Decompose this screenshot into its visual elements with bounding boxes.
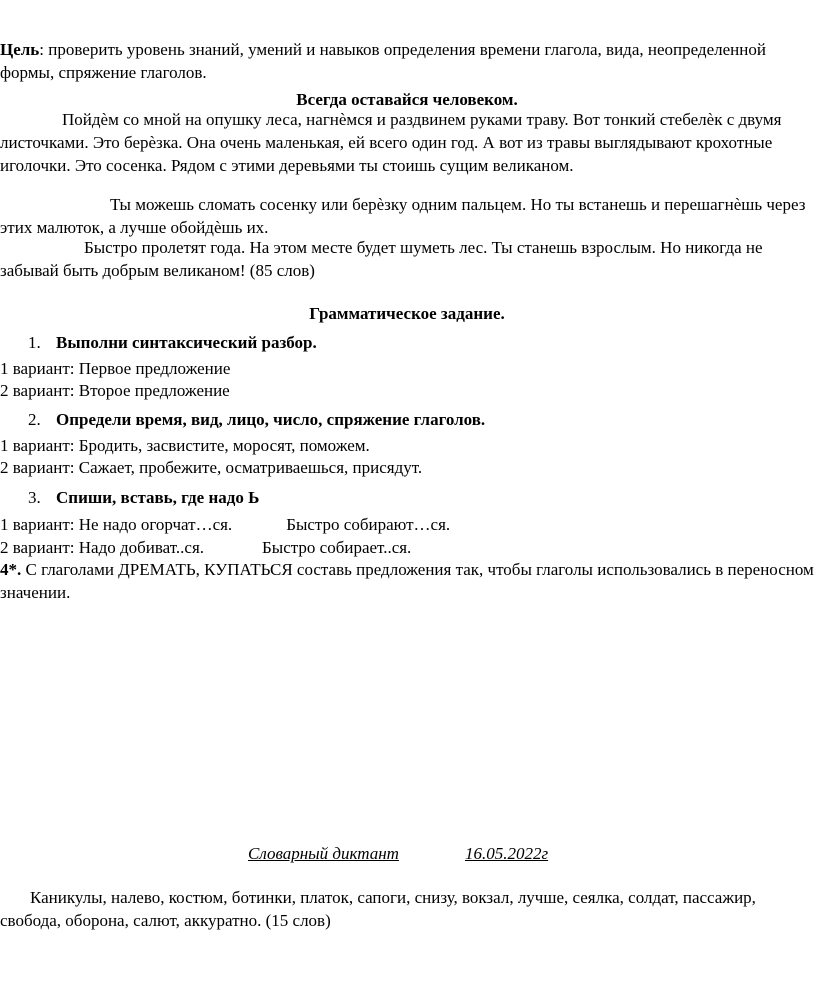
task3-variant-1: 1 вариант: Не надо огорчат…ся. Быстро собирают…ся. (0, 515, 451, 534)
task3-variant-2: 2 вариант: Надо добиват..ся. Быстро собирает..ся. (0, 538, 412, 557)
task3-title: Спиши, вставь, где надо Ь (56, 488, 260, 507)
task1-variant-2: 2 вариант: Второе предложение (0, 381, 230, 400)
dictation-paragraph-2: Ты можешь сломать сосенку или берѐзку одним пальцем. Но ты встанешь и перешагнѐшь через этих малюток, а лучше обойдѐшь их. (0, 195, 806, 237)
task1-variant-1: 1 вариант: Первое предложение (0, 359, 231, 378)
task2-variant-1: 1 вариант: Бродить, засвистите, моросят, поможем. (0, 436, 370, 455)
task4-text: С глаголами ДРЕМАТЬ, КУПАТЬСЯ составь предложения так, чтобы глаголы использовались в переносном значении. (0, 560, 814, 602)
task4-paragraph (0, 558, 814, 604)
task1-title: Выполни синтаксический разбор. (56, 333, 317, 352)
goal-paragraph (0, 38, 814, 84)
task1-heading (0, 331, 814, 354)
dictation-paragraph-1: Пойдѐм со мной на опушку леса, нагнѐмся и раздвинем руками траву. Вот тонкий стебелѐк с двумя листочками. Это берѐзка. Она очень маленькая, ей всего один год. А вот из травы выглядывают крохотные иголочки. Это сосенка. Рядом с этими деревьями ты стоишь сущим великаном. (0, 110, 782, 175)
dictation-paragraph-3: Быстро пролетят года. На этом месте будет шуметь лес. Ты станешь взрослым. Но никогда не забывай быть добрым великаном! (85 слов) (0, 238, 763, 280)
task4-number: 4*. (0, 560, 22, 579)
goal-label: Цель (0, 40, 40, 59)
task2-title: Определи время, вид, лицо, число, спряжение глаголов. (56, 410, 486, 429)
goal-text: : проверить уровень знаний, умений и навыков определения времени глагола, вида, неопределенной формы, спряжение глаголов. (0, 40, 766, 82)
vocab-title: Словарный диктант (248, 844, 399, 863)
task2-number: 2. (28, 410, 41, 429)
vocab-date: 16.05.2022г (464, 844, 549, 863)
task3-heading (0, 486, 814, 509)
grammar-title: Грамматическое задание. (309, 304, 505, 323)
task2-variant-2: 2 вариант: Сажает, пробежите, осматриваешься, присядут. (0, 458, 423, 477)
vocab-words: Каникулы, налево, костюм, ботинки, платок, сапоги, снизу, вокзал, лучше, сеялка, солдат, пассажир, свобода, оборона, салют, аккуратно. (15 слов) (0, 888, 756, 930)
task3-number: 3. (28, 488, 41, 507)
dictation-title: Всегда оставайся человеком. (296, 90, 518, 109)
vocab-heading (248, 842, 648, 865)
task1-number: 1. (28, 333, 41, 352)
task2-heading (0, 408, 814, 431)
